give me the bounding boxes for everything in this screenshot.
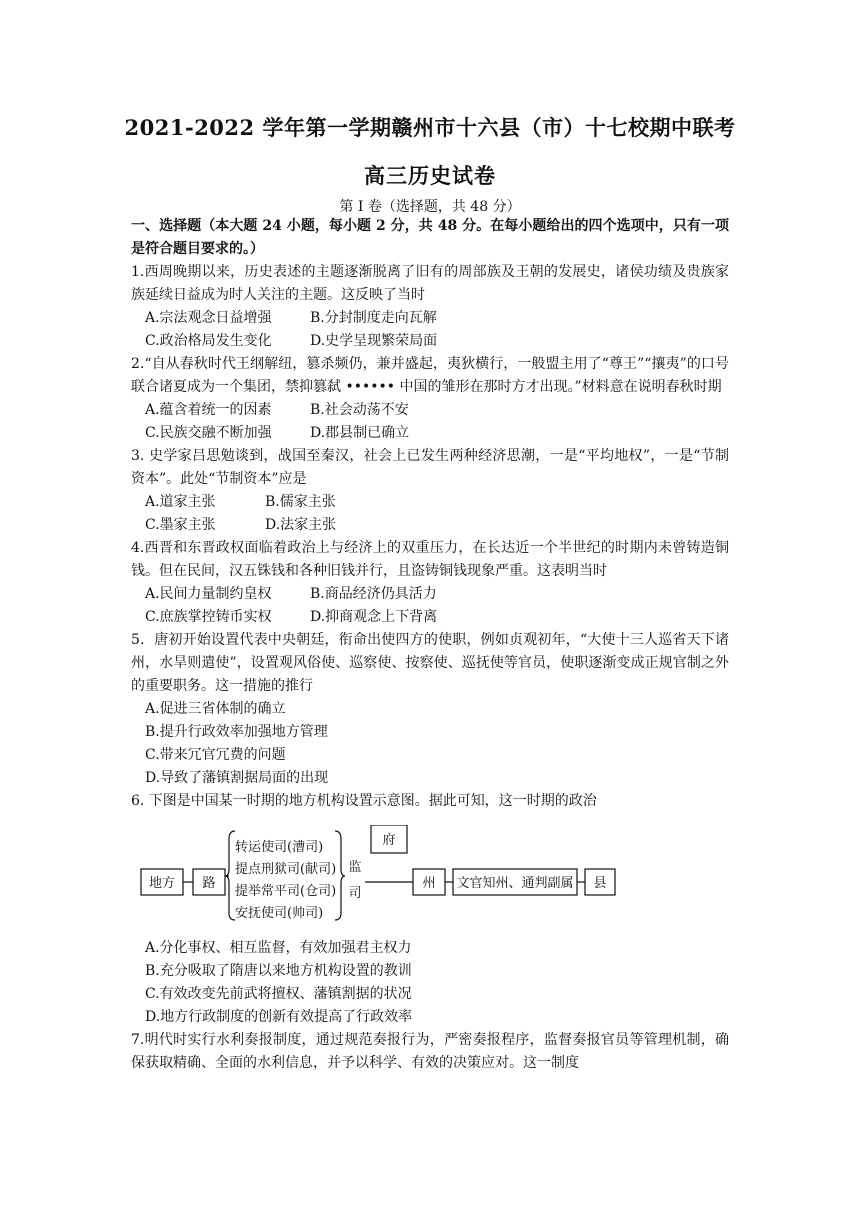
question-2-options-row-1 (131, 399, 729, 422)
option-c: C.墨家主张 (145, 517, 216, 533)
question-2-options-row-2 (131, 422, 729, 445)
section-heading: 一、选择题（本大题 24 小题，每小题 2 分，共 48 分。在每小题给出的四个选项中，只有一项是符合题目要求的。） (131, 218, 729, 257)
question-1-options-row-1 (131, 307, 729, 330)
exam-subtitle: 高三历史试卷 (364, 163, 496, 188)
option-b: B.商品经济仍具活力 (310, 586, 437, 602)
fu-label: 府 (382, 833, 396, 848)
xian-label: 县 (593, 876, 607, 891)
local-institutions-diagram (131, 813, 729, 937)
question-3-stem: 3. 史学家吕思勉谈到，战国至秦汉，社会上已发生两种经济思潮，一是“平均地权”，一是“节制资本”。此处“节制资本”应是 (131, 448, 729, 487)
right-brace (335, 831, 345, 920)
question-2-stem: 2.“自从春秋时代王纲解纽，篡杀频仍，兼并盛起，夷狄横行，一般盟主用了“尊王”“攘夷”的口号联合诸夏成为一个集团，禁抑篡弑 •••••• 中国的雏形在那时方才出现。”材料意在说明春秋时期 (131, 356, 729, 395)
exam-title: 2021-2022 学年第一学期赣州市十六县（市）十七校期中联考 (124, 115, 736, 140)
option-c: C.庶族掌控铸币实权 (145, 609, 272, 625)
zhou-label: 州 (422, 876, 436, 891)
option-c: C.民族交融不断加强 (145, 425, 272, 441)
option-d: D.导致了藩镇割据局面的出现 (145, 770, 329, 786)
option-b: B.分封制度走向瓦解 (310, 310, 437, 326)
question-6-stem: 6. 下图是中国某一时期的地方机构设置示意图。据此可知，这一时期的政治 (131, 793, 597, 809)
option-c: C.有效改变先前武将擅权、藩镇割据的状况 (145, 986, 412, 1002)
volume-label: 第 Ⅰ 卷（选择题，共 48 分） (339, 199, 521, 215)
option-d: D.抑商观念上下背离 (310, 609, 438, 625)
option-b: B.充分吸取了隋唐以来地方机构设置的教训 (145, 963, 412, 979)
exam-content (131, 215, 729, 1075)
jiansi-label-1: 监 (348, 860, 362, 875)
office-4: 安抚使司(帅司) (235, 906, 324, 921)
option-d: D.史学呈现繁荣局面 (310, 333, 438, 349)
lu-label: 路 (202, 876, 216, 891)
question-1-stem: 1.西周晚期以来，历史表述的主题逐渐脱离了旧有的周部族及王朝的发展史，诸侯功绩及贵族家族延续日益成为时人关注的主题。这反映了当时 (131, 264, 729, 303)
question-7-stem: 7.明代时实行水利奏报制度，通过规范奏报行为，严密奏报程序，监督奏报官员等管理机制，确保获取精确、全面的水利信息，并予以科学、有效的决策应对。这一制度 (131, 1032, 729, 1071)
local-label: 地方 (148, 876, 176, 891)
option-c: C.政治格局发生变化 (145, 333, 272, 349)
option-b: B.提升行政效率加强地方管理 (145, 724, 328, 740)
option-a: A.道家主张 (145, 494, 216, 510)
jiansi-label-2: 司 (348, 886, 362, 901)
question-3-options-row-1 (131, 491, 729, 514)
option-d: D.郡县制已确立 (310, 425, 410, 441)
question-5-stem: 5．唐初开始设置代表中央朝廷，衔命出使四方的使职，例如贞观初年，“大使十三人巡省天下诸州，水旱则遣使”，设置观风俗使、巡察使、按察使、巡抚使等官员，使职逐渐变成正规官制之外的重要职务。这一措施的推行 (131, 632, 729, 694)
question-1-options-row-2 (131, 330, 729, 353)
option-a: A.民间力量制约皇权 (145, 586, 272, 602)
question-3-options-row-2 (131, 514, 729, 537)
left-brace (225, 831, 235, 920)
option-b: B.社会动荡不安 (310, 402, 409, 418)
office-3: 提举常平司(仓司) (235, 884, 337, 899)
question-4-options-row-2 (131, 606, 729, 629)
office-2: 提点刑狱司(献司) (235, 862, 337, 877)
option-a: A.宗法观念日益增强 (145, 310, 272, 326)
officials-label: 文官知州、通判副属 (456, 876, 574, 891)
diagram-svg (139, 825, 619, 925)
option-a: A.蕴含着统一的因素 (145, 402, 272, 418)
option-d: D.地方行政制度的创新有效提高了行政效率 (145, 1009, 413, 1025)
option-c: C.带来冗官冗费的问题 (145, 747, 286, 763)
question-4-stem: 4.西晋和东晋政权面临着政治上与经济上的双重压力，在长达近一个半世纪的时期内未曾铸造铜钱。但在民间，汉五铢钱和各种旧钱并行，且盗铸铜钱现象严重。这表明当时 (131, 540, 729, 579)
option-b: B.儒家主张 (265, 494, 336, 510)
option-a: A.分化事权、相互监督，有效加强君主权力 (145, 940, 412, 956)
option-a: A.促进三省体制的确立 (145, 701, 286, 717)
office-1: 转运使司(漕司) (235, 840, 324, 855)
option-d: D.法家主张 (265, 517, 337, 533)
question-4-options-row-1 (131, 583, 729, 606)
